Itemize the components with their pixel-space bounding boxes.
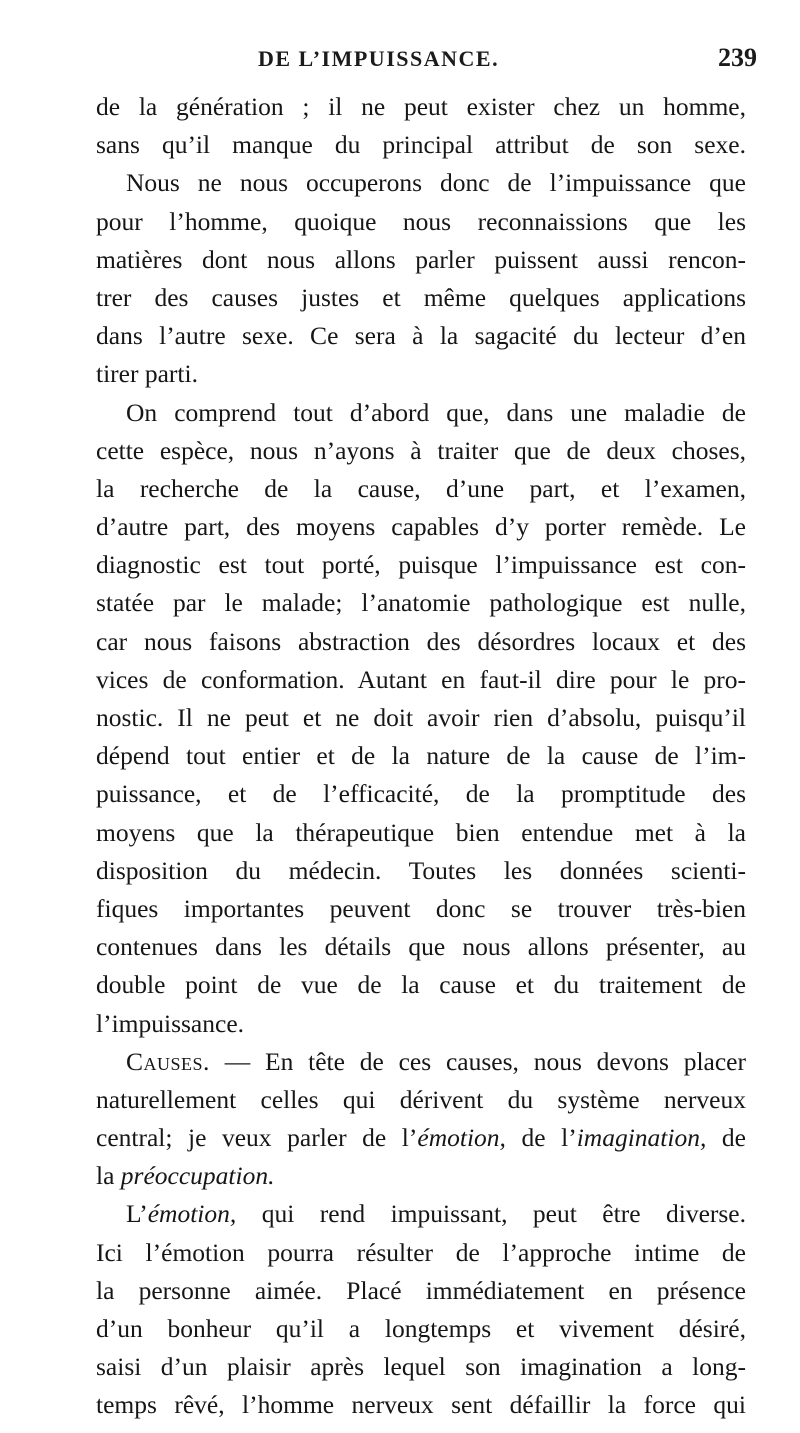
text-run: de — [706, 1123, 746, 1153]
page-number: 239 — [718, 43, 757, 72]
running-title: DE L’IMPUISSANCE. — [258, 46, 500, 71]
body-text — [96, 88, 746, 1425]
text-line: matières dont nous allons parler puissent aussi rencon- — [96, 244, 746, 274]
text-line: puissance, et de l’efficacité, de la promptitude des — [96, 779, 746, 809]
causes-line-text: — En tête de ces causes, nous devons placer — [209, 1046, 746, 1076]
text-line: cette espèce, nous n’ayons à traiter que de deux choses, — [96, 435, 746, 465]
text-line: diagnostic est tout porté, puisque l’impuissance est con- — [96, 550, 746, 580]
text-line: nostic. Il ne peut et ne doit avoir rien d’absolu, puisqu’il — [96, 703, 746, 732]
italic-term-emotion: émotion, — [147, 1199, 237, 1229]
italic-term-emotion: émotion, — [417, 1123, 506, 1153]
text-run: qui rend impuissant, peut être diverse. — [236, 1199, 746, 1229]
text-line: car nous faisons abstraction des désordres locaux et des — [96, 626, 746, 656]
text-line: temps rêvé, l’homme nerveux sent défaillir la force qui — [96, 1390, 746, 1420]
text-line: double point de vue de la cause et du traitement de — [96, 970, 746, 1000]
text-run: central; je veux parler de l’ — [96, 1123, 418, 1153]
text-line: vices de conformation. Autant en faut-il dire pour le pro- — [96, 664, 746, 694]
text-line: la personne aimée. Placé immédiatement en présence — [96, 1275, 746, 1305]
text-line: dépend tout entier et de la nature de la cause de l’im- — [96, 741, 746, 771]
text-run: L’ — [126, 1199, 148, 1229]
causes-line-3 — [96, 1119, 746, 1157]
text-run: la — [96, 1161, 121, 1191]
text-line: Nous ne nous occuperons donc de l’impuissance que — [126, 168, 746, 198]
text-line: d’autre part, des moyens capables d’y porter remède. Le — [96, 512, 746, 542]
text-line: tirer parti. — [96, 359, 198, 389]
text-line: statée par le malade; l’anatomie pathologique est nulle, — [96, 588, 746, 618]
text-line: disposition du médecin. Toutes les données scienti- — [96, 855, 746, 885]
text-line: d’un bonheur qu’il a longtemps et vivement désiré, — [96, 1314, 746, 1343]
causes-heading: Causes. — [126, 1046, 210, 1076]
text-line: de la génération ; il ne peut exister chez un homme, — [96, 92, 746, 121]
text-line: saisi d’un plaisir après lequel son imagination a long- — [96, 1352, 746, 1382]
text-line: sans qu’il manque du principal attribut de son sexe. — [96, 130, 746, 160]
italic-term-imagination: imagination, — [576, 1123, 707, 1153]
text-line: la recherche de la cause, d’une part, et l’examen, — [96, 473, 746, 503]
text-line: dans l’autre sexe. Ce sera à la sagacité du lecteur d’en — [96, 321, 746, 351]
text-line: On comprend tout d’abord que, dans une maladie de — [126, 397, 746, 427]
running-header — [0, 36, 800, 76]
text-run: de l’ — [505, 1123, 577, 1153]
text-line: naturellement celles qui dérivent du système nerveux — [96, 1084, 746, 1114]
text-line: Ici l’émotion pourra résulter de l’approche intime de — [96, 1237, 746, 1267]
text-line: trer des causes justes et même quelques applications — [96, 282, 746, 312]
text-line: pour l’homme, quoique nous reconnaissions que les — [96, 206, 746, 236]
text-line: moyens que la thérapeutique bien entendue met à la — [96, 817, 746, 847]
causes-line — [96, 1043, 746, 1081]
text-line: fiques importantes peuvent donc se trouver très-bien — [96, 893, 746, 923]
text-line: l’impuissance. — [96, 1008, 245, 1038]
text-line: contenues dans les détails que nous allons présenter, au — [96, 932, 746, 962]
italic-term-preoccupation: préoccupation. — [120, 1161, 275, 1191]
causes-line-4 — [96, 1157, 746, 1195]
emotion-line — [96, 1195, 746, 1233]
